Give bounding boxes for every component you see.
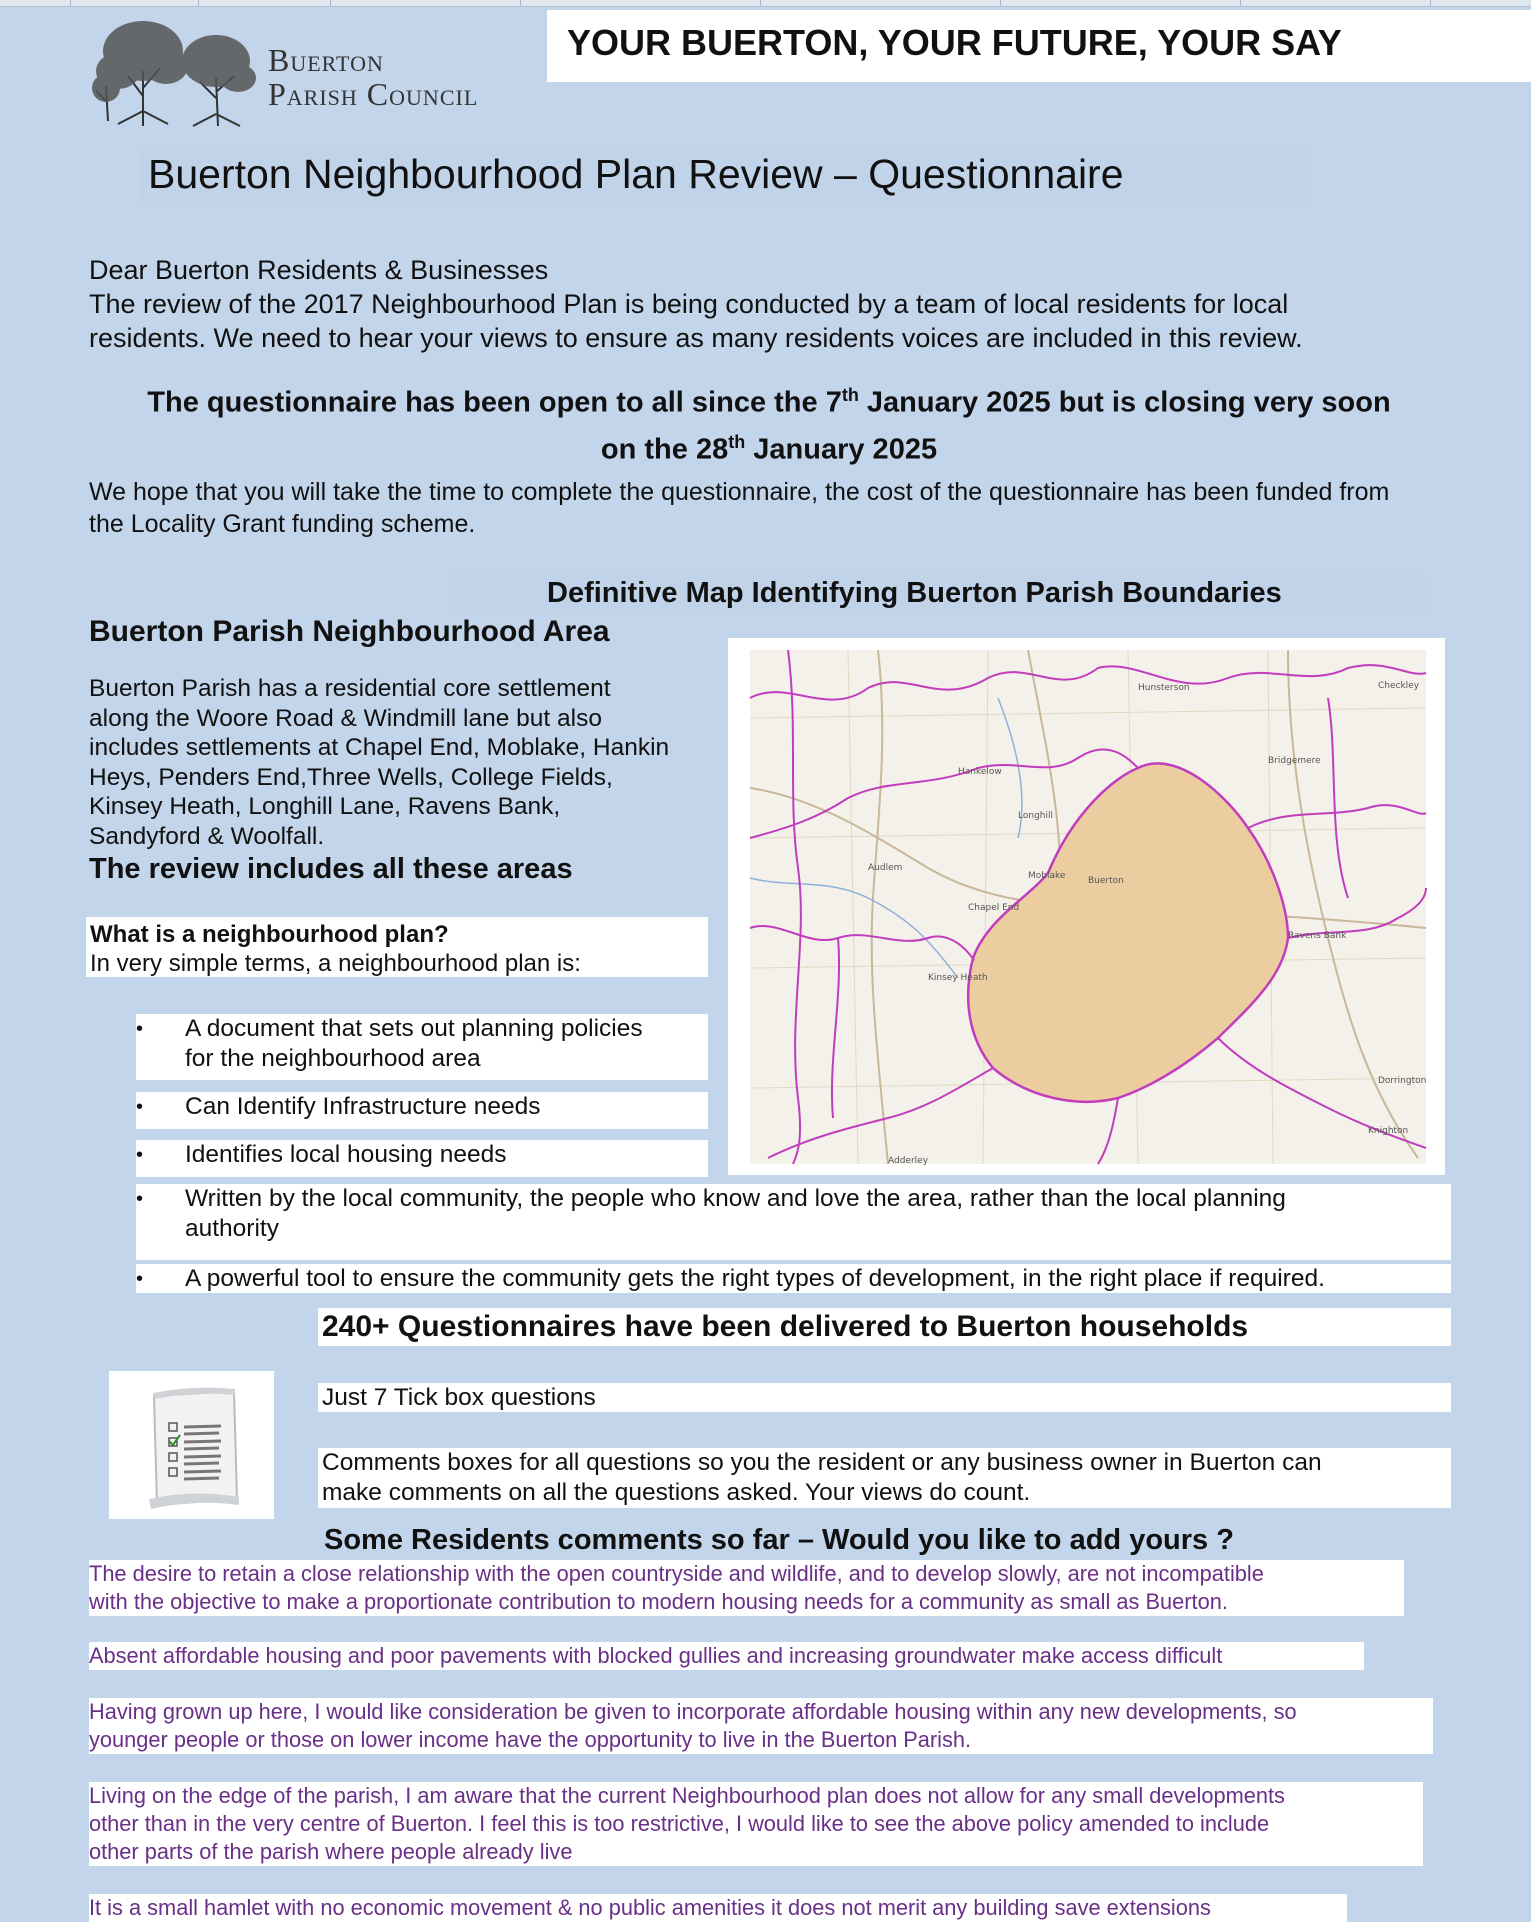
what-is-plan-box: [86, 917, 708, 977]
comments-line-2: make comments on all the questions asked. Your views do count.: [322, 1479, 1031, 1506]
spreadsheet-header-strip: [0, 0, 1531, 7]
bullet-dot: •: [136, 1188, 144, 1210]
map-label: Adderley: [888, 1156, 929, 1166]
quote-line: Absent affordable housing and poor pavements with blocked gullies and increasing groundwater make access difficult: [89, 1643, 1223, 1668]
area-heading: Buerton Parish Neighbourhood Area: [89, 615, 610, 648]
logo-line-1: Buerton: [268, 42, 384, 78]
what-is-plan-answer: In very simple terms, a neighbourhood plan is:: [90, 950, 581, 977]
map-label: Audlem: [868, 863, 903, 873]
closing-sup-2: th: [728, 431, 746, 452]
questionnaire-icon-box: [109, 1371, 274, 1519]
resident-quote: [89, 1782, 1423, 1866]
map-title-box: [450, 572, 1425, 616]
bullet-dot: •: [136, 1268, 144, 1290]
quote-line: with the objective to make a proportionate contribution to modern housing needs for a community as small as Buerton.: [89, 1589, 1228, 1614]
resident-comments-heading: Some Residents comments so far – Would you like to add yours ?: [324, 1524, 1234, 1556]
parish-council-logo: [88, 16, 538, 131]
resident-quote: [89, 1642, 1364, 1670]
area-line: along the Woore Road & Windmill lane but also: [89, 704, 602, 732]
list-item: [136, 1184, 1451, 1260]
intro-paragraph: [89, 253, 1509, 355]
area-description: [89, 674, 709, 852]
area-line: includes settlements at Chapel End, Moblake, Hankin: [89, 734, 670, 762]
closing-part-1: The questionnaire has been open to all since the 7: [147, 386, 842, 419]
bullet-text: Can Identify Infrastructure needs: [185, 1093, 541, 1120]
delivered-banner: [318, 1308, 1451, 1346]
closing-part-4: January 2025: [745, 433, 938, 466]
bullet-text: A document that sets out planning policies: [185, 1015, 643, 1042]
comments-note: [318, 1448, 1451, 1508]
quote-line: younger people or those on lower income have the opportunity to live in the Buerton Parish.: [89, 1727, 972, 1752]
closing-date-notice: [89, 376, 1449, 469]
map-label: Bridgemere: [1268, 756, 1321, 766]
closing-sup-1: th: [841, 385, 859, 405]
map-label: Hunsterson: [1138, 683, 1190, 693]
area-line: Buerton Parish has a residential core settlement: [89, 675, 611, 702]
map-label: Knighton: [1368, 1126, 1409, 1136]
comments-line-1: Comments boxes for all questions so you the resident or any business owner in Buerton can: [322, 1449, 1322, 1476]
trees-logo-icon: [88, 16, 268, 131]
funding-paragraph: [89, 476, 1449, 540]
greeting: Dear Buerton Residents & Businesses: [89, 255, 549, 285]
page-title-box: [140, 145, 1310, 207]
map-label: Checkley: [1378, 681, 1420, 691]
review-areas-heading: The review includes all these areas: [89, 853, 573, 885]
bullet-text: for the neighbourhood area: [185, 1045, 481, 1072]
bullet-text: Identifies local housing needs: [185, 1141, 507, 1168]
tick-box-note: [318, 1383, 1451, 1412]
map-label: Dorrington: [1378, 1076, 1427, 1086]
quote-line: other than in the very centre of Buerton. I feel this is too restrictive, I would like to see the above policy amended to include: [89, 1811, 1270, 1836]
list-item: [136, 1014, 708, 1080]
list-item: [136, 1092, 708, 1129]
map-label: Chapel End: [968, 903, 1020, 913]
tick-box-text: Just 7 Tick box questions: [322, 1384, 596, 1411]
quote-line: other parts of the parish where people already live: [89, 1839, 573, 1864]
quote-line: It is a small hamlet with no economic movement & no public amenities it does not merit any building save extensions: [89, 1895, 1211, 1920]
bullet-dot: •: [136, 1096, 144, 1118]
funding-line-2: the Locality Grant funding scheme.: [89, 510, 476, 538]
parish-boundary-map: [728, 638, 1445, 1175]
resident-quote: [89, 1894, 1347, 1922]
what-is-plan-question: What is a neighbourhood plan?: [90, 921, 449, 948]
map-label: Moblake: [1028, 871, 1066, 881]
map-title: Definitive Map Identifying Buerton Parish Boundaries: [547, 577, 1282, 609]
map-graphic: [728, 638, 1445, 1175]
resident-quote: [89, 1698, 1433, 1754]
quote-line: The desire to retain a close relationship with the open countryside and wildlife, and to develop slowly, are not incompatible: [89, 1561, 1264, 1586]
quote-line: Having grown up here, I would like consideration be given to incorporate affordable housing within any new developments, so: [89, 1699, 1297, 1724]
bullet-dot: •: [136, 1018, 144, 1040]
list-item: [136, 1264, 1451, 1293]
logo-line-2: Parish Council: [268, 76, 479, 112]
area-line: Kinsey Heath, Longhill Lane, Ravens Bank,: [89, 793, 561, 821]
intro-line-1: The review of the 2017 Neighbourhood Plan is being conducted by a team of local residents for local: [89, 289, 1289, 319]
closing-part-3: on the 28: [600, 433, 729, 466]
slogan-text: YOUR BUERTON, YOUR FUTURE, YOUR SAY: [567, 22, 1342, 63]
map-label: Ravens Bank: [1288, 931, 1347, 941]
map-label: Longhill: [1018, 811, 1053, 821]
page-title: Buerton Neighbourhood Plan Review – Questionnaire: [148, 151, 1124, 197]
area-line: Sandyford & Woolfall.: [89, 822, 325, 850]
map-label: Hankelow: [958, 767, 1002, 777]
delivered-text: 240+ Questionnaires have been delivered to Buerton households: [322, 1310, 1249, 1343]
map-label: Kinsey Heath: [928, 973, 988, 983]
bullet-text: A powerful tool to ensure the community gets the right types of development, in the right place if required.: [185, 1265, 1325, 1292]
list-item: [136, 1140, 708, 1177]
bullet-dot: •: [136, 1144, 144, 1166]
resident-quote: [89, 1560, 1404, 1616]
quote-line: Living on the edge of the parish, I am aware that the current Neighbourhood plan does not allow for any small developments: [89, 1783, 1285, 1808]
checklist-document-icon: [109, 1371, 274, 1519]
area-line: Heys, Penders End,Three Wells, College Fields,: [89, 763, 613, 791]
intro-line-2: residents. We need to hear your views to ensure as many residents voices are included in this review.: [89, 323, 1303, 353]
bullet-text: authority: [185, 1215, 279, 1242]
funding-line-1: We hope that you will take the time to complete the questionnaire, the cost of the questionnaire has been funded from: [89, 478, 1390, 506]
map-label: Buerton: [1088, 876, 1124, 886]
closing-part-2: January 2025 but is closing very soon: [858, 386, 1391, 419]
bullet-text: Written by the local community, the people who know and love the area, rather than the local planning: [185, 1185, 1286, 1212]
slogan-banner: [547, 10, 1531, 82]
